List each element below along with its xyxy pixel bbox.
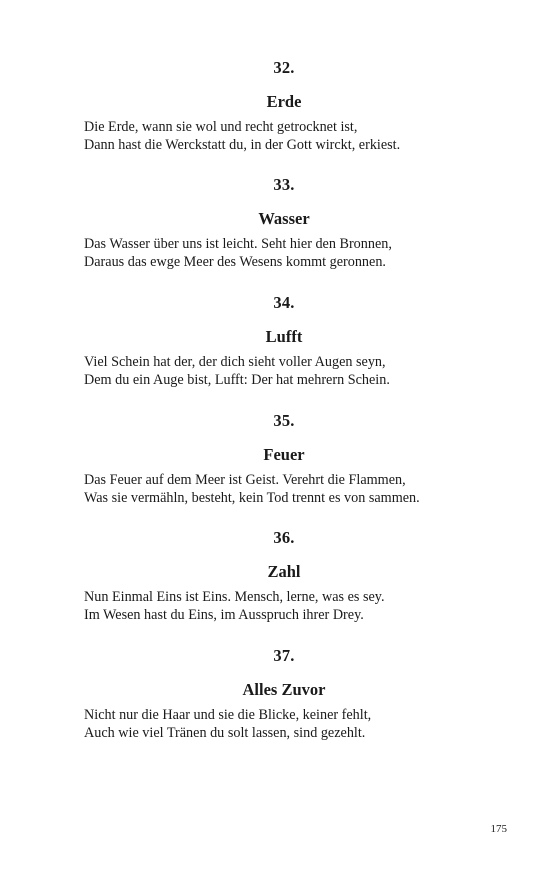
verse-line: Daraus das ewge Meer des Wesens kommt geronnen. <box>84 254 386 270</box>
poem-34 <box>84 293 484 393</box>
poem-number: 34. <box>273 293 295 312</box>
poem-33 <box>84 175 484 275</box>
poem-title: Lufft <box>265 327 303 346</box>
page-number: 175 <box>490 823 507 835</box>
poem-number: 32. <box>273 58 295 77</box>
poem-title: Zahl <box>267 562 301 581</box>
verse-line: Das Wasser über uns ist leicht. Seht hier den Bronnen, <box>84 236 392 252</box>
verse-line: Das Feuer auf dem Meer ist Geist. Verehrt die Flammen, <box>84 472 406 488</box>
verse-line: Viel Schein hat der, der dich sieht voller Augen seyn, <box>84 354 386 370</box>
verse-line: Auch wie viel Tränen du solt lassen, sind gezehlt. <box>84 725 366 741</box>
poem-number: 37. <box>273 646 295 665</box>
poem-number: 33. <box>273 175 295 194</box>
poem-title: Erde <box>266 92 302 111</box>
poem-number: 35. <box>273 411 295 430</box>
poem-36 <box>84 528 484 628</box>
verse-line: Im Wesen hast du Eins, im Ausspruch ihrer Drey. <box>84 607 364 623</box>
verse-line: Dem du ein Auge bist, Lufft: Der hat mehrern Schein. <box>84 372 390 388</box>
poem-title: Feuer <box>263 445 305 464</box>
poem-35 <box>84 411 484 511</box>
verse-line: Die Erde, wann sie wol und recht getrocknet ist, <box>84 119 358 135</box>
verse-line: Dann hast die Werckstatt du, in der Gott wirckt, erkiest. <box>84 137 401 153</box>
verse-line: Nicht nur die Haar und sie die Blicke, keiner fehlt, <box>84 707 372 723</box>
poem-title: Wasser <box>258 209 310 228</box>
poem-32 <box>84 58 484 158</box>
poem-number: 36. <box>273 528 295 547</box>
poem-37 <box>84 646 484 746</box>
poem-title: Alles Zuvor <box>242 680 326 699</box>
verse-line: Nun Einmal Eins ist Eins. Mensch, lerne, was es sey. <box>84 589 385 605</box>
verse-line: Was sie vermähln, besteht, kein Tod trennt es von sammen. <box>84 490 420 506</box>
